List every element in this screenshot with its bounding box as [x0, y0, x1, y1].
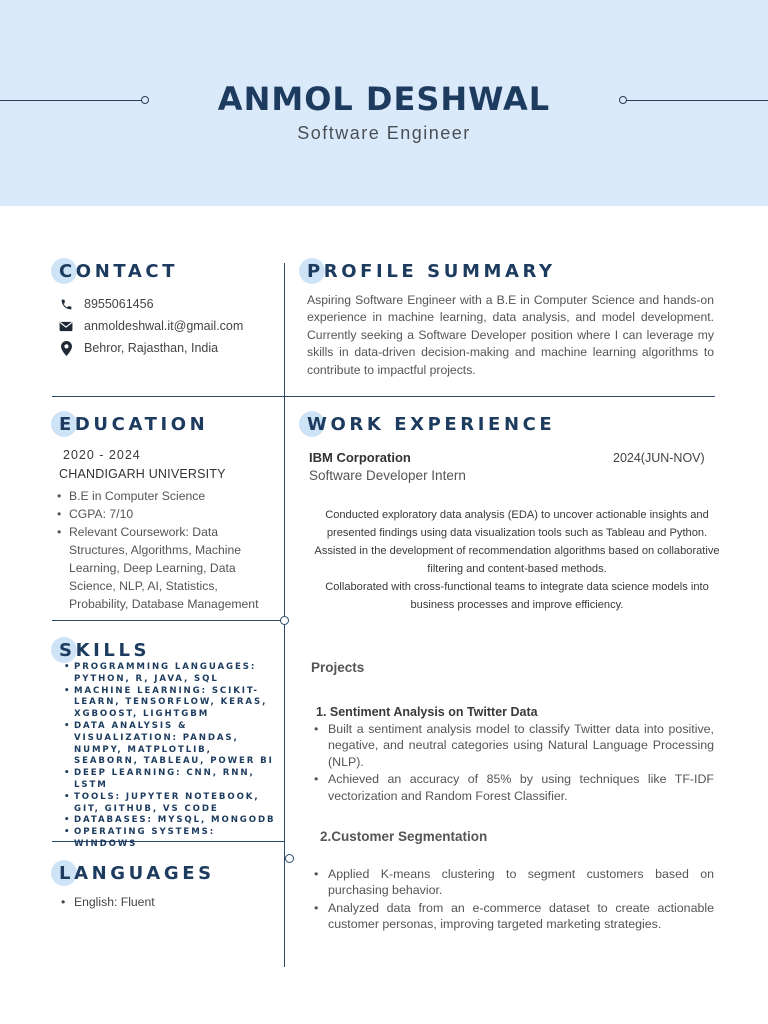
candidate-role: Software Engineer [297, 123, 471, 143]
phone-number: 8955061456 [84, 297, 154, 311]
job-title: Software Developer Intern [309, 468, 466, 483]
skill-item: • PROGRAMMING LANGUAGES: PYTHON, R, JAVA, SQL [62, 662, 278, 686]
languages-heading: LANGUAGES [59, 863, 215, 884]
divider-education-skills [52, 620, 284, 621]
header-banner [0, 0, 768, 206]
contact-location [59, 339, 218, 357]
location-pin-icon [59, 341, 73, 355]
list-item: • Analyzed data from an e-commerce dataset to create actionable customer personas, improving targeted marketing strategies. [313, 900, 714, 933]
contact-email [59, 317, 243, 335]
project-title: 1. Sentiment Analysis on Twitter Data [316, 705, 538, 719]
envelope-icon [59, 319, 73, 333]
education-details [55, 487, 277, 613]
skill-item: • MACHINE LEARNING: SCIKIT-LEARN, TENSORFLOW, KERAS, XGBOOST, LIGHTGBM [62, 686, 278, 721]
company-name: IBM Corporation [309, 450, 411, 465]
duty-item: Collaborated with cross-functional teams to integrate data science models into business processes and improve efficiency. [325, 580, 709, 611]
divider-dot-languages [285, 854, 294, 863]
languages-list [59, 895, 155, 909]
project-points [313, 721, 714, 805]
list-item: • Relevant Coursework: Data Structures, Algorithms, Machine Learning, Deep Learning, Data Science, NLP, AI, Statistics, Probability, Database Management [55, 523, 277, 613]
work-duties [313, 507, 721, 614]
duty-item: Assisted in the development of recommendation algorithms based on collaborative filtering and content-based methods. [314, 544, 720, 575]
location-text: Behror, Rajasthan, India [84, 341, 219, 355]
language-item: • English: Fluent [59, 895, 155, 909]
list-item: • Built a sentiment analysis model to classify Twitter data into positive, negative, and neutral categories using Natural Language Processing (NLP). [313, 721, 714, 770]
education-years: 2020 - 2024 [63, 448, 141, 462]
skill-item: • DATABASES: MYSQL, MONGODB [62, 815, 278, 827]
project-points [313, 866, 714, 934]
list-item: • B.E in Computer Science [55, 487, 277, 505]
candidate-name: ANMOL DESHWAL [217, 80, 551, 118]
duty-item: Conducted exploratory data analysis (EDA) to uncover actionable insights and presented findings using data visualization tools such as Tableau and Python. [325, 509, 709, 539]
profile-summary-text: Aspiring Software Engineer with a B.E in Computer Science and hands-on experience in machine learning, data analysis, and model development. Currently seeking a Software Developer position where I can leverage my skills in data-driven decision-making and machine learning algorithms to contribute to impactful projects. [307, 293, 714, 377]
work-dates: 2024(JUN-NOV) [613, 451, 705, 465]
phone-icon [59, 297, 73, 311]
projects-heading: Projects [311, 660, 365, 675]
skills-list [62, 662, 278, 851]
skill-item: • OPERATING SYSTEMS: WINDOWS [62, 827, 278, 851]
divider-contact-education [52, 396, 715, 397]
contact-phone [59, 295, 154, 313]
project-title: 2.Customer Segmentation [320, 829, 488, 844]
list-item: • Achieved an accuracy of 85% by using techniques like TF-IDF vectorization and Random Forest Classifier. [313, 771, 714, 804]
education-heading: EDUCATION [59, 414, 209, 435]
education-school: CHANDIGARH UNIVERSITY [59, 467, 226, 481]
work-experience-heading: WORK EXPERIENCE [307, 414, 556, 435]
divider-dot-skills [280, 616, 289, 625]
skills-heading: SKILLS [59, 640, 151, 661]
skill-item: • DATA ANALYSIS & VISUALIZATION: PANDAS, NUMPY, MATPLOTLIB, SEABORN, TABLEAU, POWER BI [62, 721, 278, 768]
profile-summary-heading: PROFILE SUMMARY [307, 261, 556, 282]
contact-heading: CONTACT [59, 261, 179, 282]
list-item: • Applied K-means clustering to segment customers based on purchasing behavior. [313, 866, 714, 899]
skill-item: • DEEP LEARNING: CNN, RNN, LSTM [62, 768, 278, 792]
list-item: • CGPA: 7/10 [55, 505, 277, 523]
skill-item: • TOOLS: JUPYTER NOTEBOOK, GIT, GITHUB, VS CODE [62, 792, 278, 816]
email-address: anmoldeshwal.it@gmail.com [84, 319, 244, 333]
